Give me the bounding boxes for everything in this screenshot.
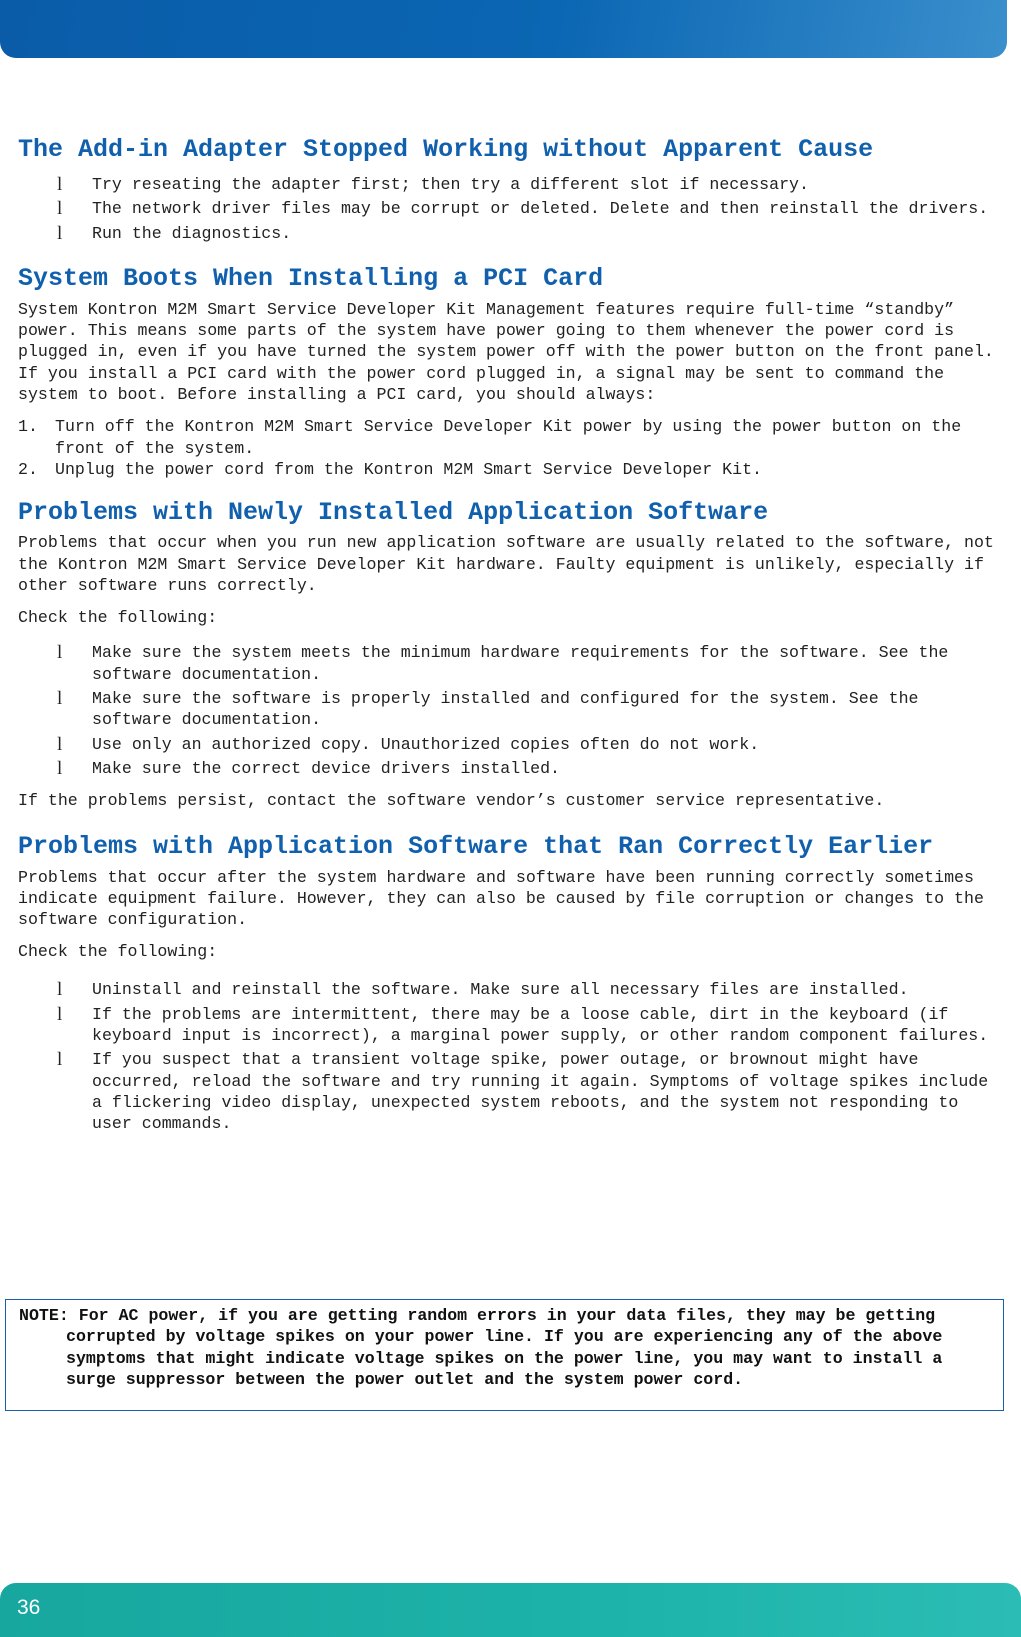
section-title: Problems with Application Software that Ran Correctly Earlier (18, 831, 934, 861)
bullet-icon: l (57, 978, 63, 1000)
page-number: 36 (17, 1596, 41, 1619)
bullet-icon: l (57, 198, 63, 220)
footer-banner (0, 1583, 1021, 1637)
bullet-icon: l (57, 757, 63, 779)
paragraph: Problems that occur when you run new application software are usually related to the software, not the Kontron M2M Smart Service Developer Kit hardware. Faulty equipment is unlikely, especially if other software runs correctly. (18, 533, 994, 595)
bullet-icon: l (57, 642, 63, 664)
bullet-icon: l (57, 1003, 63, 1025)
list-item: 2. Unplug the power cord from the Kontron M2M Smart Service Developer Kit. (18, 459, 763, 479)
paragraph: If the problems persist, contact the software vendor’s customer service representative. (18, 791, 885, 811)
bullet-icon: l (57, 1049, 63, 1071)
bullet-icon: l (57, 222, 63, 244)
list-item: l The network driver files may be corrupt or deleted. Delete and then reinstall the drivers. (57, 198, 989, 220)
note-box (5, 1299, 1004, 1411)
numbered-list (18, 416, 998, 480)
list-item: l Try reseating the adapter first; then try a different slot if necessary. (57, 174, 809, 195)
list-item: l If the problems are intermittent, there may be a loose cable, dirt in the keyboard (if keyboard input is incorrect), a marginal power supply, or other random component failures. (57, 1003, 989, 1046)
bullet-list (18, 642, 998, 779)
section-title: System Boots When Installing a PCI Card (18, 263, 604, 293)
check-label: Check the following: (18, 942, 218, 962)
list-item: l Make sure the software is properly installed and configured for the system. See the software documentation. (57, 688, 919, 730)
bullet-icon: l (57, 688, 63, 710)
check-label: Check the following: (18, 608, 218, 628)
list-item: l Make sure the system meets the minimum hardware requirements for the software. See the software documentation. (57, 642, 949, 684)
list-item: l Uninstall and reinstall the software. Make sure all necessary files are installed. (57, 978, 909, 1000)
header-banner (0, 0, 1007, 58)
paragraph: System Kontron M2M Smart Service Developer Kit Management features require full-time “standby” power. This means some parts of the system have power going to them whenever the power cord is plugged in, even if you have turned the system power off with the power button on the front panel. If you install a PCI card with the power cord plugged in, a signal may be sent to command the system to boot. Before installing a PCI card, you should always: (18, 299, 994, 405)
section-title: The Add-in Adapter Stopped Working without Apparent Cause (18, 135, 874, 164)
paragraph: Problems that occur after the system hardware and software have been running correctly sometimes indicate equipment failure. However, they can also be caused by file corruption or changes to the software configuration. (18, 867, 984, 930)
list-item: l Run the diagnostics. (57, 222, 292, 244)
note-text: NOTE: For AC power, if you are getting random errors in your data files, they may be getting corrupted by voltage spikes on your power line. If you are experiencing any of the above symptoms that might indicate voltage spikes on the power line, you may want to install a surge suppressor between the power outlet and the system power cord. (19, 1306, 943, 1389)
list-item: l Make sure the correct device drivers installed. (57, 757, 561, 779)
list-item: 1. Turn off the Kontron M2M Smart Service Developer Kit power by using the power button on the front of the system. (18, 417, 962, 458)
bullet-icon: l (57, 174, 63, 195)
bullet-list (18, 978, 998, 1135)
list-item: l Use only an authorized copy. Unauthorized copies often do not work. (57, 733, 760, 755)
page-content (18, 135, 998, 1135)
bullet-list (18, 174, 998, 244)
list-item: l If you suspect that a transient voltage spike, power outage, or brownout might have occurred, reload the software and try running it again. Symptoms of voltage spikes include a flickering video display, unexpected system reboots, and the system not responding to user commands. (57, 1049, 989, 1134)
bullet-icon: l (57, 733, 63, 755)
section-title: Problems with Newly Installed Application Software (18, 498, 769, 528)
